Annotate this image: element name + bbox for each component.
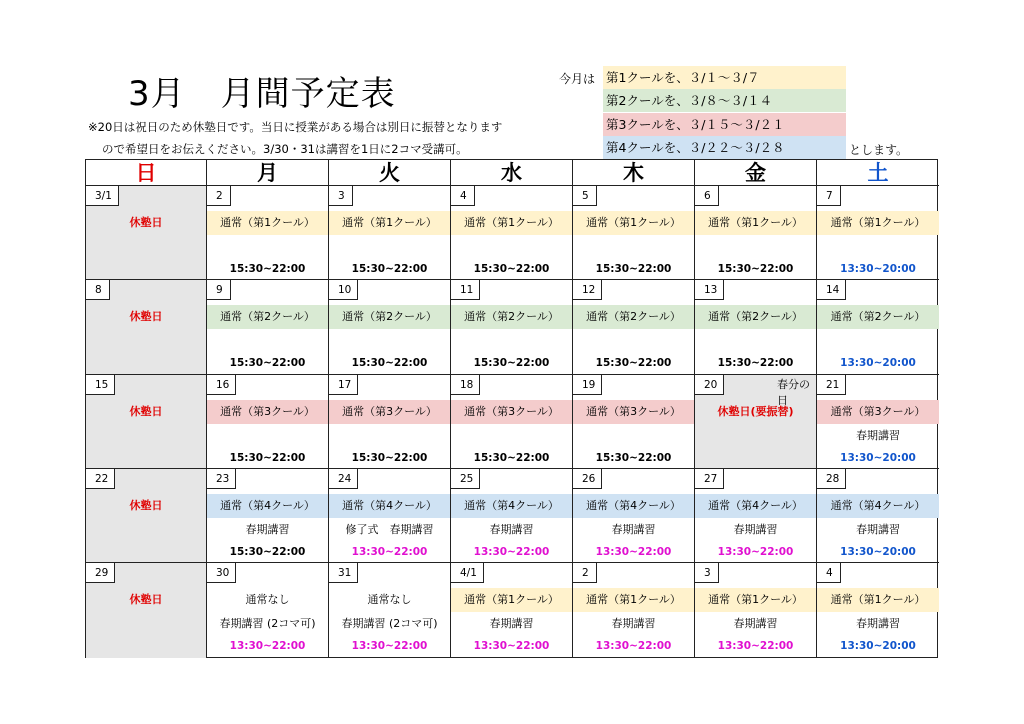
- closed-label: 休塾日: [129, 593, 163, 606]
- date-number: 3: [695, 563, 719, 583]
- time-label: 15:30~22:00: [229, 263, 306, 275]
- cycle-2: 第2クールを、３/８〜３/１４: [603, 89, 846, 112]
- date-number: 2: [207, 186, 231, 206]
- day-cell: [573, 375, 695, 469]
- time-label: 15:30~22:00: [473, 452, 550, 464]
- closed-label: 休塾日(要振替): [717, 405, 794, 418]
- day-cell: [451, 375, 573, 469]
- date-number: 18: [451, 375, 480, 395]
- date-number: 5: [573, 186, 597, 206]
- date-number: 20: [695, 375, 724, 395]
- weekday-header: 水: [451, 160, 573, 186]
- closed-label: 休塾日: [129, 216, 163, 229]
- time-label: 15:30~22:00: [351, 357, 428, 369]
- time-label: 13:30~22:00: [473, 546, 550, 558]
- day-cell: [451, 469, 573, 563]
- date-number: 4: [817, 563, 841, 583]
- weekday-header: 木: [573, 160, 695, 186]
- class-band: 通常（第1クール）: [817, 211, 939, 235]
- time-label: 15:30~22:00: [595, 452, 672, 464]
- day-cell: [817, 469, 939, 563]
- time-label: 13:30~22:00: [717, 546, 794, 558]
- day-cell: [695, 563, 817, 658]
- class-band: 通常（第4クール）: [451, 494, 572, 518]
- class-band: 通常（第1クール）: [451, 588, 572, 612]
- day-cell: [329, 563, 451, 658]
- date-number: 26: [573, 469, 602, 489]
- session-label: 修了式 春期講習: [345, 523, 434, 536]
- date-number: 28: [817, 469, 846, 489]
- class-band: 通常（第1クール）: [817, 588, 939, 612]
- time-label: 15:30~22:00: [717, 263, 794, 275]
- class-band: 通常（第1クール）: [573, 588, 694, 612]
- day-cell: [86, 469, 207, 563]
- day-cell: [329, 469, 451, 563]
- time-label: 15:30~22:00: [595, 263, 672, 275]
- weekday-header: 金: [695, 160, 817, 186]
- date-number: 14: [817, 280, 846, 300]
- weekday-header: 火: [329, 160, 451, 186]
- time-label: 13:30~20:00: [840, 452, 916, 464]
- day-cell: [451, 280, 573, 375]
- date-number: 9: [207, 280, 231, 300]
- session-label: 春期講習: [489, 617, 534, 630]
- date-number: 12: [573, 280, 602, 300]
- session-label: 春期講習: [611, 617, 656, 630]
- note-line-2: ので希望日をお伝えください。3/30・31は講習を1日に2コマ受講可。: [102, 142, 468, 156]
- day-cell: [573, 563, 695, 658]
- date-number: 30: [207, 563, 236, 583]
- class-band: 通常（第1クール）: [573, 211, 694, 235]
- day-cell: [86, 186, 207, 280]
- closed-label: 休塾日: [129, 405, 163, 418]
- day-cell: [817, 280, 939, 375]
- time-label: 15:30~22:00: [717, 357, 794, 369]
- day-cell: [695, 186, 817, 280]
- time-label: 13:30~20:00: [840, 546, 916, 558]
- date-number: 10: [329, 280, 358, 300]
- session-label: 春期講習: [856, 617, 900, 630]
- date-number: 22: [86, 469, 115, 489]
- class-band: 通常（第2クール）: [817, 305, 939, 329]
- date-number: 24: [329, 469, 358, 489]
- date-number: 4/1: [451, 563, 484, 583]
- date-number: 3: [329, 186, 353, 206]
- day-cell: [329, 375, 451, 469]
- day-cell: [329, 186, 451, 280]
- date-number: 4: [451, 186, 475, 206]
- time-label: 13:30~22:00: [351, 546, 428, 558]
- class-band: 通常（第4クール）: [817, 494, 939, 518]
- day-cell: [86, 563, 207, 658]
- date-number: 29: [86, 563, 115, 583]
- page-title: 3月 月間予定表: [128, 74, 396, 114]
- class-band: 通常（第2クール）: [573, 305, 694, 329]
- day-cell: [86, 375, 207, 469]
- date-number: 27: [695, 469, 724, 489]
- day-cell: [695, 469, 817, 563]
- time-label: 13:30~22:00: [717, 640, 794, 652]
- date-number: 25: [451, 469, 480, 489]
- day-cell: [573, 186, 695, 280]
- day-cell: [695, 280, 817, 375]
- day-cell: [817, 186, 939, 280]
- time-label: 15:30~22:00: [473, 263, 550, 275]
- class-band: 通常（第4クール）: [329, 494, 450, 518]
- day-cell: [207, 280, 329, 375]
- time-label: 15:30~22:00: [229, 452, 306, 464]
- time-label: 15:30~22:00: [229, 546, 306, 558]
- day-cell: [207, 375, 329, 469]
- day-cell: [207, 469, 329, 563]
- time-label: 15:30~22:00: [473, 357, 550, 369]
- date-number: 6: [695, 186, 719, 206]
- cycle-end: とします。: [849, 143, 909, 157]
- time-label: 15:30~22:00: [351, 263, 428, 275]
- time-label: 13:30~22:00: [229, 640, 306, 652]
- time-label: 15:30~22:00: [595, 357, 672, 369]
- time-label: 13:30~22:00: [595, 546, 672, 558]
- day-cell: [451, 563, 573, 658]
- date-number: 16: [207, 375, 236, 395]
- weekday-header: 土: [817, 160, 939, 186]
- session-label: 春期講習 (2コマ可): [341, 617, 438, 630]
- session-label: 春期講習: [856, 429, 900, 442]
- day-cell: [573, 469, 695, 563]
- date-number: 31: [329, 563, 358, 583]
- cycle-1: 第1クールを、３/１〜３/７: [603, 66, 846, 89]
- class-band: 通常（第2クール）: [695, 305, 816, 329]
- day-cell: [86, 280, 207, 375]
- day-cell: [329, 280, 451, 375]
- time-label: 13:30~20:00: [840, 263, 916, 275]
- date-number: 15: [86, 375, 115, 395]
- class-band: 通常（第3クール）: [817, 400, 939, 424]
- session-label: 春期講習: [856, 523, 900, 536]
- holiday-label: 春分の日: [777, 378, 810, 407]
- day-cell: [817, 375, 939, 469]
- note-line-1: ※20日は祝日のため休塾日です。当日に授業がある場合は別日に振替となります: [88, 120, 503, 134]
- class-band: 通常（第1クール）: [451, 211, 572, 235]
- date-number: 8: [86, 280, 110, 300]
- closed-label: 休塾日: [129, 310, 163, 323]
- weekday-header: 月: [207, 160, 329, 186]
- day-cell: [817, 563, 939, 658]
- date-number: 3/1: [86, 186, 119, 206]
- weekday-header: 日: [86, 160, 207, 186]
- date-number: 13: [695, 280, 724, 300]
- class-band: 通常（第3クール）: [207, 400, 328, 424]
- time-label: 13:30~20:00: [840, 640, 916, 652]
- day-cell: [573, 280, 695, 375]
- class-band: 通常（第1クール）: [695, 211, 816, 235]
- date-number: 17: [329, 375, 358, 395]
- day-cell: [695, 375, 817, 469]
- session-label: 春期講習: [245, 523, 290, 536]
- class-band: 通常（第3クール）: [573, 400, 694, 424]
- day-cell: [451, 186, 573, 280]
- date-number: 11: [451, 280, 480, 300]
- time-label: 13:30~22:00: [473, 640, 550, 652]
- session-label: 春期講習: [489, 523, 534, 536]
- session-label: 春期講習 (2コマ可): [219, 617, 316, 630]
- session-label: 春期講習: [733, 617, 778, 630]
- class-band: 通常（第1クール）: [329, 211, 450, 235]
- class-band: 通常（第2クール）: [207, 305, 328, 329]
- date-number: 2: [573, 563, 597, 583]
- class-band: 通常（第3クール）: [329, 400, 450, 424]
- date-number: 21: [817, 375, 846, 395]
- class-band: 通常（第1クール）: [207, 211, 328, 235]
- class-band: 通常（第4クール）: [695, 494, 816, 518]
- day-cell: [207, 563, 329, 658]
- session-label: 春期講習: [611, 523, 656, 536]
- class-band: 通常（第2クール）: [329, 305, 450, 329]
- date-number: 7: [817, 186, 841, 206]
- time-label: 15:30~22:00: [229, 357, 306, 369]
- class-band: 通常（第4クール）: [573, 494, 694, 518]
- class-band: 通常（第4クール）: [207, 494, 328, 518]
- cycle-intro: 今月は: [559, 72, 596, 86]
- time-label: 13:30~22:00: [595, 640, 672, 652]
- class-band: 通常（第1クール）: [695, 588, 816, 612]
- date-number: 23: [207, 469, 236, 489]
- class-band: 通常（第2クール）: [451, 305, 572, 329]
- time-label: 13:30~22:00: [351, 640, 428, 652]
- cycle-3: 第3クールを、３/１５〜３/２１: [603, 113, 846, 136]
- time-label: 13:30~20:00: [840, 357, 916, 369]
- time-label: 15:30~22:00: [351, 452, 428, 464]
- day-cell: [207, 186, 329, 280]
- session-label: 春期講習: [733, 523, 778, 536]
- class-band: 通常（第3クール）: [451, 400, 572, 424]
- class-band: 通常なし: [245, 593, 290, 606]
- date-number: 19: [573, 375, 602, 395]
- calendar-grid: [85, 159, 938, 658]
- class-band: 通常なし: [367, 593, 412, 606]
- cycle-4: 第4クールを、３/２２〜３/２８: [603, 136, 846, 159]
- closed-label: 休塾日: [129, 499, 163, 512]
